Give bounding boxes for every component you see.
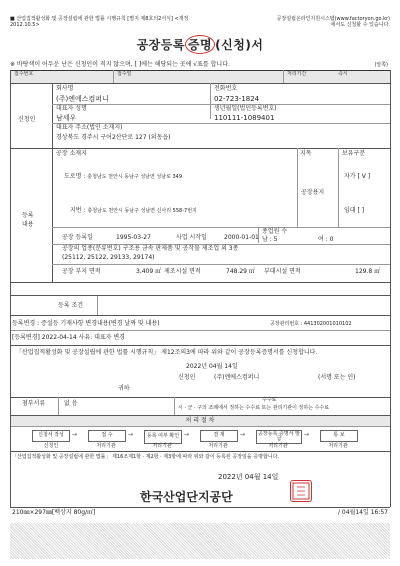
ownership-owned-checkbox: 자가 [ V ] (344, 173, 371, 180)
print-timestamp: / 04월14일 16:57 (338, 509, 388, 516)
process-step-4-label: 결 재 (213, 432, 225, 439)
online-notice-line2: 에서도 신청할 수 있습니다. (330, 21, 390, 28)
declaration-applicant-value: (주)엔에스컴퍼니 (214, 374, 260, 381)
phone-value: 02-723-1824 (214, 95, 260, 103)
process-step-3 (144, 430, 182, 444)
site-area-value: 3,409 ㎡ (136, 268, 162, 275)
process-actor-5: 처리기관 (268, 443, 288, 449)
form-legal-reference-line2: 2012.10.5> (10, 21, 40, 28)
process-step-1 (32, 430, 70, 442)
receipt-number-label: 접수번호 (14, 71, 34, 77)
registration-date-value: 1995-03-27 (116, 234, 151, 241)
road-address-value: 충청남도 천안시 동남구 성남면 성남로 349 (87, 174, 183, 180)
form-legal-reference (10, 17, 188, 29)
process-step-6 (320, 430, 358, 442)
land-category-value: 공장용지 (301, 189, 325, 196)
representative-label: 대표자 성명 (56, 105, 87, 112)
birth-corp-number-value: 110111-1089401 (214, 114, 275, 122)
industry-codes: (25112, 25122, 29133, 29174) (62, 254, 155, 261)
arrow-right-icon: → (72, 431, 78, 438)
operation-date-value: 2000-01-01 (224, 234, 259, 241)
registration-condition-label: 등록 조건 (58, 302, 84, 309)
change-history-label: 등록변경 : 증설등 기재사항 변경내용(변경 날짜 및 내용) (12, 320, 160, 327)
title-part-application: (신청)서 (215, 38, 264, 52)
auxiliary-area-label: 부대시설 면적 (264, 268, 301, 275)
site-area-label: 공장 부지 면적 (62, 268, 101, 275)
fee-description: 시 · 군 · 구의 조례에서 정하는 수수료 또는 관리기관이 정하는 수수료 (178, 405, 330, 411)
process-step-2 (88, 430, 126, 442)
process-title: 처 리 절 차 (185, 417, 215, 424)
process-actor-3: 처리기관 (152, 443, 172, 449)
declaration-applicant-label: 신청인 (178, 374, 196, 381)
process-step-5-label: 공장등록 증명서 발급 (258, 430, 300, 442)
attachments-label: 첨부서류 (22, 400, 46, 407)
factory-management-number: 공장관리번호 : 441302001010102 (270, 321, 352, 327)
application-declaration: 「산업집적활성화 및 공장설립에 관한 법률 시행규칙」 제12조의3에 따라 위와 같이 공장등록증명서를 신청합니다. (16, 349, 318, 356)
issuing-organization: 한국산업단지공단 (140, 490, 233, 504)
representative-address-value: 경상북도 경주시 구어2산단로 127 (외동읍) (56, 134, 171, 141)
certificate-date: 2022년 04월 14일 (218, 473, 279, 481)
operation-date-label: 사업 시작일 (176, 234, 207, 241)
form-legal-reference-line1: ■ 산업집적활성화 및 공장설립에 관한 법률 시행규칙 [별지 제8호의2서식] <개정 (10, 16, 189, 22)
registration-section-label-1: 등록 (22, 212, 34, 219)
representative-address-label: 대표자 주소(법인 소재지) (56, 124, 123, 131)
industry-label: 공장의 업종(분류번호) (62, 245, 121, 252)
application-date: 2022년 04월 14일 (186, 363, 238, 370)
signature-placeholder: (서명 또는 인) (318, 374, 356, 381)
change-history-entry: [등록변경] 2022-04-14 사유: 대표자 변경 (12, 334, 125, 341)
addressee-label: 귀하 (118, 385, 130, 392)
process-step-3-label: 등록 여부 확인 (146, 433, 180, 440)
page-title (0, 35, 400, 54)
form-notice: ※ 바탕색이 어두운 난은 신청인이 적지 않으며, [ ]에는 해당되는 곳에 √표를 합니다. (10, 61, 230, 68)
arrow-right-icon: → (304, 431, 310, 438)
processing-period-value: 즉시 (338, 71, 348, 77)
applicant-section-label: 신청인 (18, 116, 36, 123)
employees-male: 남 : 5 (262, 236, 278, 243)
road-address (64, 174, 182, 181)
process-actor-6: 처리기관 (328, 443, 348, 449)
manufacturing-area-value: 748.29 ㎡ (226, 268, 255, 275)
title-part-certificate: 증명 (185, 35, 215, 54)
ownership-rented-checkbox: 임대 [ ] (344, 207, 365, 214)
company-name-label: 회사명 (56, 85, 74, 92)
receipt-row (10, 70, 390, 83)
arrow-right-icon: → (184, 431, 190, 438)
lot-address-label: 지번 : (70, 207, 86, 214)
process-step-6-label: 통 보 (333, 432, 345, 439)
process-actor-2: 처리기관 (96, 443, 116, 449)
attachments-value: 없 음 (64, 400, 78, 407)
registration-date-label: 공장 등록일 (62, 234, 93, 241)
land-category-label: 지목 (300, 150, 312, 157)
page-side-label: (앞쪽) (374, 62, 388, 68)
lot-address (70, 208, 197, 215)
official-seal-icon (290, 480, 312, 502)
online-notice-line1: 공장설립온라인지원시스템(www.factoryon.go.kr) (276, 16, 390, 22)
auxiliary-area-value: 129.8 ㎡ (355, 268, 381, 275)
phone-label: 전화번호 (214, 85, 238, 92)
employees-female: 여 : 0 (318, 236, 334, 243)
company-name-value: (주)엔에스컴퍼니 (56, 95, 109, 103)
certificate-statement: 「산업집적활성화 및 공장설립에 관한 법률」 제16조제1항 · 제2항 · 제3항에 따라 위와 같이 등록된 공장임을 증명합니다. (12, 454, 280, 460)
title-part-registration: 공장등록 (136, 38, 185, 52)
road-address-label: 도로명 : (64, 173, 86, 180)
process-header (10, 416, 390, 426)
paper-spec: 210㎜×297㎜[백상지 80g/㎡] (12, 509, 96, 516)
fee-label: 수수료 (262, 397, 277, 403)
online-notice (277, 17, 390, 29)
employees-label: 종업원 수 (262, 228, 288, 235)
process-actor-4: 처리기관 (208, 443, 228, 449)
receipt-date-label: 접수일 (117, 71, 132, 77)
process-step-2-label: 접 수 (101, 432, 113, 439)
registration-section-label-2: 내용 (22, 221, 34, 228)
ownership-type-label: 보유구분 (342, 150, 366, 157)
industry-line (62, 246, 238, 253)
industry-value: 구조용 금속 판제품 및 공작물 제조업 외 3종 (122, 245, 239, 252)
process-step-4 (200, 430, 238, 442)
manufacturing-area-label: 제조시설 면적 (164, 268, 201, 275)
security-pattern (10, 523, 390, 559)
lot-address-value: 충청남도 천안시 동남구 성남면 신사리 558-7번지 (87, 208, 197, 214)
representative-value: 남세우 (56, 114, 77, 122)
process-step-1-label: 신청서 작성 (38, 432, 64, 439)
factory-location-label: 공장 소재지 (56, 150, 87, 157)
process-actor-1: 신청인 (43, 443, 59, 449)
process-step-5 (256, 430, 302, 444)
arrow-right-icon: → (240, 431, 246, 438)
arrow-right-icon: → (128, 431, 134, 438)
processing-period-label: 처리기간 (287, 71, 307, 77)
birth-corp-number-label: 생년월일(법인등록번호) (214, 105, 277, 112)
